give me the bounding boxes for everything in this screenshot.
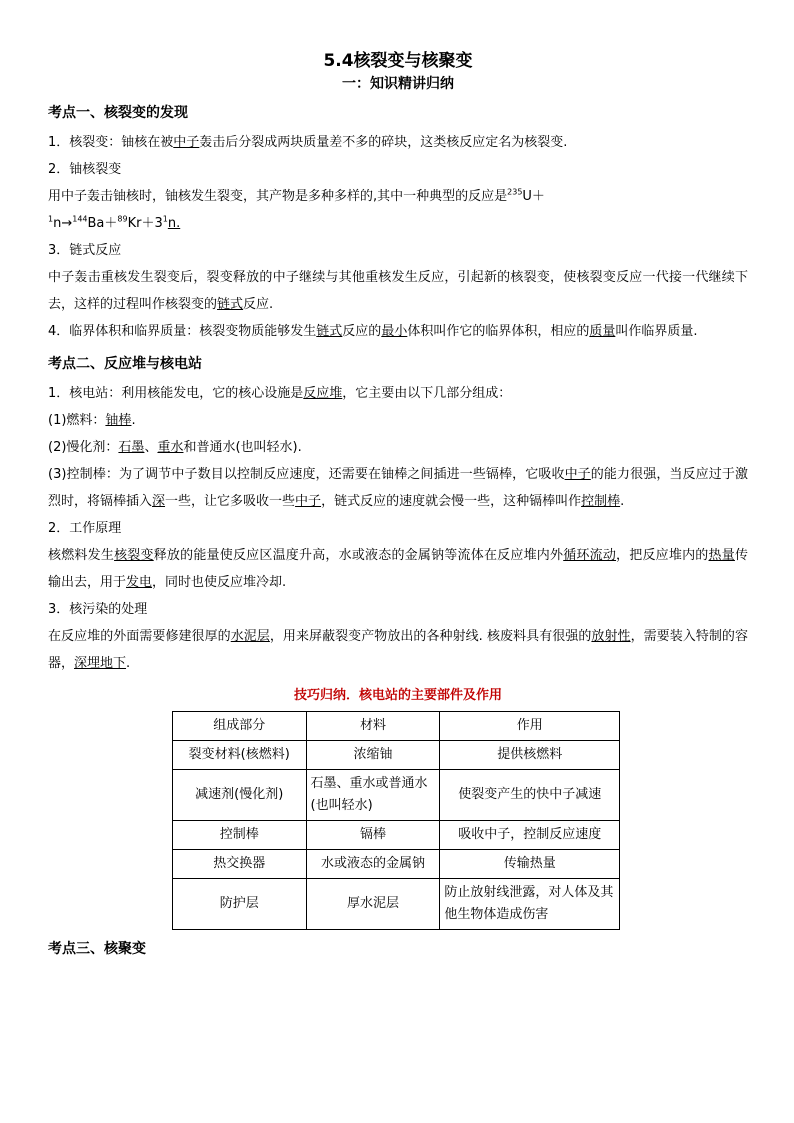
table-cell: 控制棒 [173,821,307,850]
table-row [173,850,620,879]
table-cell: 镉棒 [306,821,440,850]
table-cell: 水或液态的金属钠 [306,850,440,879]
table-cell: 传输热量 [440,850,620,879]
table-cell: 裂变材料(核燃料) [173,741,307,770]
page-title: 5.4核裂变与核聚变 [323,51,473,71]
table-header-cell: 材料 [306,712,440,741]
table-row [173,879,620,930]
table-header-row [173,712,620,741]
table-caption: 技巧归纳．核电站的主要部件及作用 [293,688,502,703]
paragraph: 中子轰击重核发生裂变后，裂变释放的中子继续与其他重核发生反应，引起新的核裂变，使核裂变反应一代接一代继续下去，这样的过程叫作核裂变的链式反应. [48,270,748,312]
components-table [172,711,620,930]
table-row [173,770,620,821]
paragraph: 2．工作原理 [48,521,122,536]
table-cell: 热交换器 [173,850,307,879]
paragraph: 用中子轰击铀核时，铀核发生裂变，其产物是多种多样的,其中一种典型的反应是$^{235}$U＋ [48,187,545,204]
paragraph: 4．临界体积和临界质量：核裂变物质能够发生链式反应的最小体积叫作它的临界体积，相应的质量叫作临界质量. [48,324,698,339]
table-cell: 使裂变产生的快中子减速 [440,770,620,821]
section-heading-1: 考点一、核裂变的发现 [48,105,188,121]
paragraph: (2)慢化剂：石墨、重水和普通水(也叫轻水). [48,440,302,455]
section-heading-2: 考点二、反应堆与核电站 [48,356,202,372]
paragraph: 2．铀核裂变 [48,162,122,177]
table-header-cell: 作用 [440,712,620,741]
paragraph: 核燃料发生核裂变释放的能量使反应区温度升高，水或液态的金属钠等流体在反应堆内外循环流动，把反应堆内的热量传输出去，用于发电，同时也使反应堆冷却. [48,548,748,590]
table-header-cell: 组成部分 [173,712,307,741]
document-page [48,48,748,965]
table-cell: 防护层 [173,879,307,930]
reaction-equation: $^1n\to^{144}Ba+^{89}Kr+3^1n$. [48,214,181,231]
paragraph: (3)控制棒：为了调节中子数目以控制反应速度，还需要在铀棒之间插进一些镉棒，它吸收中子的能力很强，当反应过于激烈时，将镉棒插入深一些，让它多吸收一些中子，链式反应的速度就会慢一些，这种镉棒叫作控制棒. [48,467,748,509]
table-row [173,821,620,850]
paragraph: 1．核裂变：铀核在被中子轰击后分裂成两块质量差不多的碎块，这类核反应定名为核裂变. [48,135,568,150]
table-cell: 提供核燃料 [440,741,620,770]
page-subtitle: 一：知识精讲归纳 [342,76,454,92]
paragraph: 3．链式反应 [48,243,122,258]
table-cell: 减速剂(慢化剂) [173,770,307,821]
paragraph: 1．核电站：利用核能发电，它的核心设施是反应堆，它主要由以下几部分组成： [48,386,512,401]
paragraph: 在反应堆的外面需要修建很厚的水泥层，用来屏蔽裂变产物放出的各种射线. 核废料具有很强的放射性，需要装入特制的容器，深埋地下. [48,629,748,671]
section-heading-3: 考点三、核聚变 [48,941,146,957]
table-cell: 厚水泥层 [306,879,440,930]
table-cell: 石墨、重水或普通水(也叫轻水) [306,770,440,821]
paragraph: 3．核污染的处理 [48,602,148,617]
table-cell: 吸收中子，控制反应速度 [440,821,620,850]
table-row [173,741,620,770]
table-cell: 防止放射线泄露，对人体及其他生物体造成伤害 [440,879,620,930]
paragraph: (1)燃料：铀棒. [48,413,136,428]
table-cell: 浓缩铀 [306,741,440,770]
